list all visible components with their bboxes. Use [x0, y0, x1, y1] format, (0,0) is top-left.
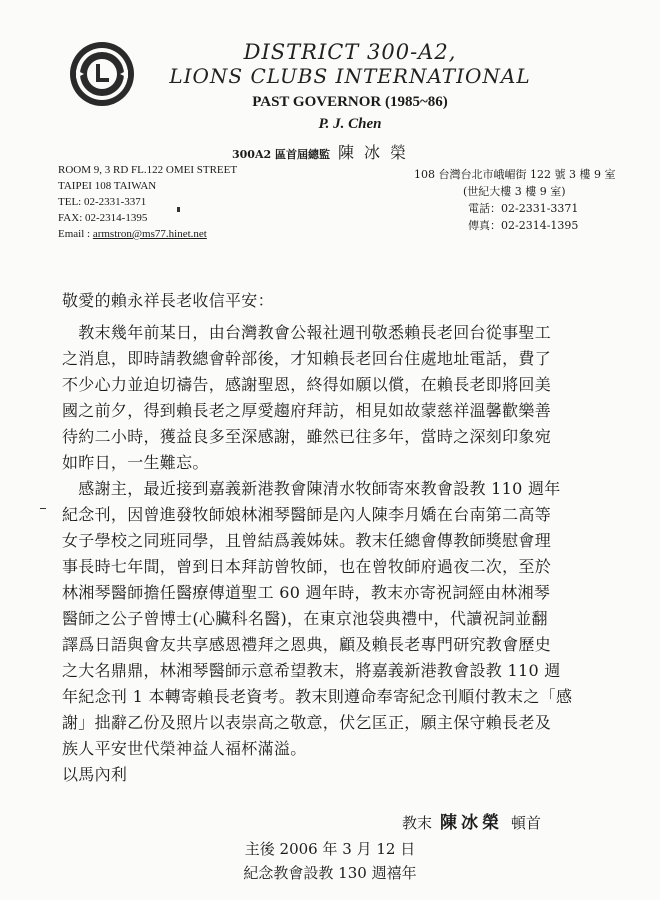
signature-prefix: 教末	[402, 814, 433, 832]
email-link[interactable]: armstron@ms77.hinet.net	[92, 228, 207, 240]
letter-line: 待約二小時，獲益良多至深感謝，雖然已往多年，當時之深刻印象宛	[62, 427, 552, 446]
header-district: DISTRICT 300-A2,	[243, 40, 457, 64]
letter-line: 事長時七年間，曾到日本拜訪曾牧師，也在曾牧師府過夜二次，至於	[62, 557, 552, 576]
letter-line: 國之前夕，得到賴長老之厚愛趨府拜訪，相見如故蒙慈祥溫馨歡樂善	[62, 401, 552, 420]
address-line-1: ROOM 9, 3 RD FL.122 OMEI STREET	[58, 164, 238, 176]
email-label: Email :	[58, 228, 91, 240]
signature-name: 陳冰榮	[440, 813, 504, 833]
header-name-en: P. J. Chen	[318, 116, 382, 132]
header-title-zh	[232, 140, 416, 163]
letter-line: 譯爲日語與會友共享感恩禮拜之恩典，顧及賴長老專門研究教會歷史	[62, 635, 552, 654]
letter-line: 不少心力並迫切禱告，感謝聖恩，終得如願以償，在賴長老即將回美	[62, 375, 552, 394]
letter-line: 謝」拙辭乙份及照片以表崇高之敬意，伏乞匡正，願主保守賴長老及	[62, 713, 552, 732]
letter-date: 主後 2006 年 3 月 12 日	[244, 840, 416, 858]
signature-suffix: 頓首	[511, 814, 542, 832]
address-zh-line-2: (世紀大樓 3 樓 9 室)	[463, 185, 566, 198]
title-zh: 300A2 區首屆總監	[232, 148, 330, 161]
letter-line: 醫師之公子曾博士(心臟科名醫)，在東京池袋典禮中，代讀祝詞並翻	[62, 609, 548, 628]
letter-line: 紀念刊，因曾進發牧師娘林湘琴醫師是內人陳李月嬌在台南第二高等	[62, 505, 552, 524]
address-line-2: TAIPEI 108 TAIWAN	[58, 180, 157, 192]
letter-line: 以馬內利	[62, 765, 128, 784]
letter-line: 族人平安世代榮神益人福杯滿溢。	[62, 739, 307, 758]
address-zh-line-1: 108 台灣台北市峨嵋街 122 號 3 樓 9 室	[414, 168, 616, 181]
contact-en	[58, 162, 237, 242]
anniversary-line: 紀念教會設教 130 週禧年	[243, 864, 417, 882]
letter-line: 年紀念刊 1 本轉寄賴長老資考。教末則遵命奉寄紀念刊順付教末之「感	[62, 687, 573, 706]
letter-body	[62, 320, 622, 788]
letter-line: 感謝主，最近接到嘉義新港教會陳清水牧師寄來教會設教 110 週年	[62, 479, 561, 498]
fax-zh: 傳真：02-2314-1395	[468, 219, 579, 232]
email-row	[58, 226, 237, 242]
salutation: 敬愛的賴永祥長老收信平安：	[62, 291, 274, 310]
letter-line: 林湘琴醫師擔任醫療傳道聖工 60 週年時，教末亦寄祝詞經由林湘琴	[62, 583, 551, 602]
name-zh: 陳冰榮	[337, 143, 416, 162]
fax-en: FAX: 02-2314-1395	[58, 212, 148, 224]
letter-line: 教末幾年前某日，由台灣教會公報社週刊敬悉賴長老回台從事聖工	[62, 323, 552, 342]
tel-zh: 電話：02-2331-3371	[468, 202, 579, 215]
signature-line	[402, 808, 541, 833]
letter-line: 之消息，即時請教總會幹部後，才知賴長老回台住處地址電話，費了	[62, 349, 552, 368]
header-past-governor: PAST GOVERNOR (1985~86)	[252, 94, 448, 110]
lions-clubs-logo	[68, 40, 136, 108]
letter-line: 如昨日，一生難忘。	[62, 453, 209, 472]
letter-line: 之大名鼎鼎，林湘琴醫師示意希望教末，將嘉義新港教會設教 110 週	[62, 661, 561, 680]
scan-mark	[177, 207, 180, 212]
header-lions-clubs: LIONS CLUBS INTERNATIONAL	[169, 64, 531, 88]
letter-line: 女子學校之同班同學，且曾結爲義姊妹。教末任總會傳教師獎慰會理	[62, 531, 552, 550]
tel-en: TEL: 02-2331-3371	[58, 196, 147, 208]
scan-mark	[40, 508, 46, 509]
